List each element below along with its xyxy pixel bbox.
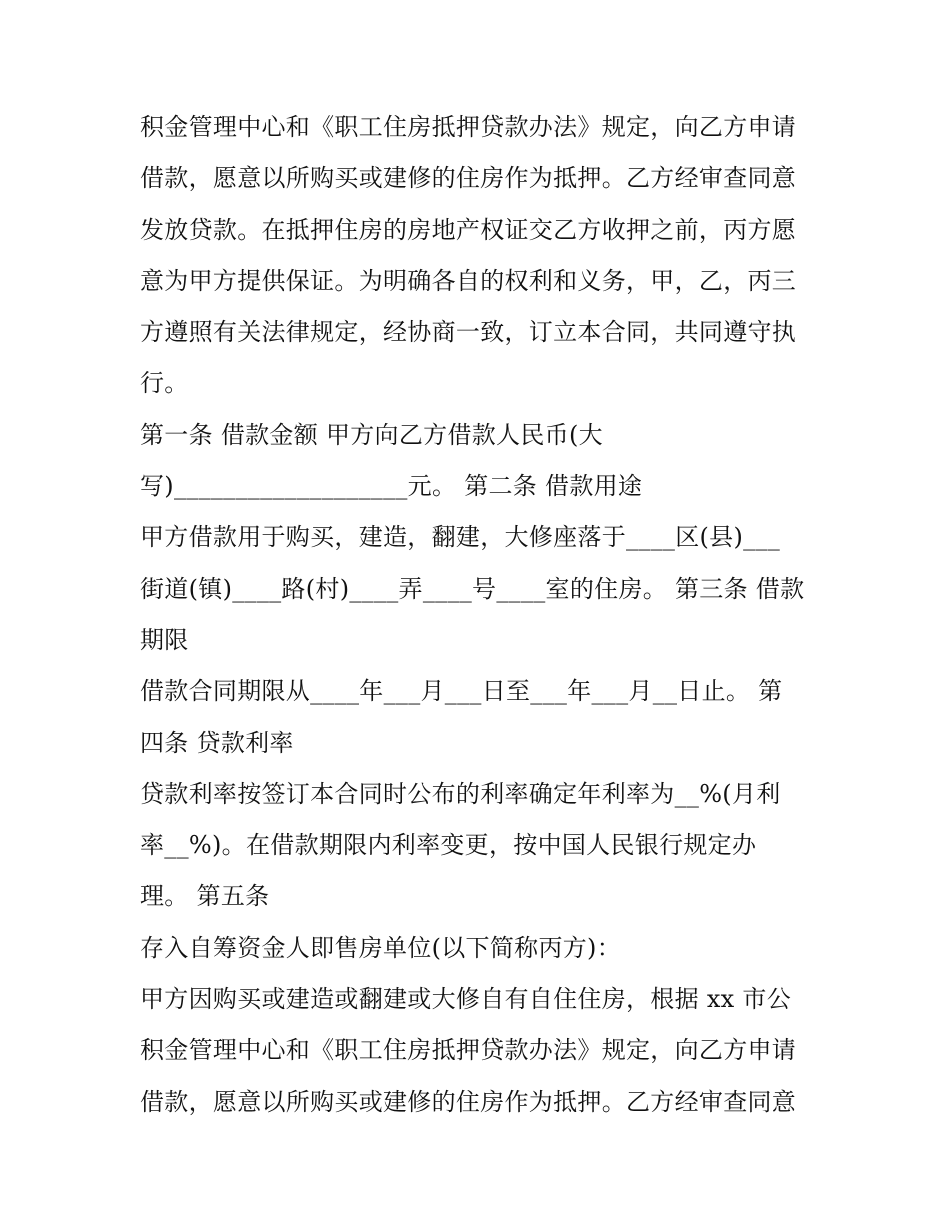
text-line: 街道(镇)____路(村)____弄____号____室的住房。 第三条 借款 [140,574,805,603]
text-line: 期限 [140,625,189,654]
text-line: 甲方借款用于购买，建造，翻建，大修座落于____区(县)___ [140,523,781,552]
text-line: 存入自筹资金人即售房单位(以下简称丙方)： [140,933,622,962]
text-line: 率__%)。在借款期限内利率变更，按中国人民银行规定办 [140,831,757,860]
text-line: 发放贷款。在抵押住房的房地产权证交乙方收押之前，丙方愿 [140,215,797,244]
text-line: 方遵照有关法律规定，经协商一致，订立本合同，共同遵守执 [140,318,797,347]
text-line: 积金管理中心和《职工住房抵押贷款办法》规定，向乙方申请 [140,113,797,141]
article-1-line: 第一条 借款金额 甲方向乙方借款人民币(大 [140,420,603,449]
text-line: 甲方因购买或建造或翻建或大修自有自住住房，根据 xx 市公 [140,985,792,1014]
text-line: 借款，愿意以所购买或建修的住房作为抵押。乙方经审查同意 [140,1087,797,1116]
text-line: 理。 第五条 [140,882,270,911]
text-line: 四条 贷款利率 [140,728,294,757]
text-line: 行。 [140,369,189,398]
text-line: 借款合同期限从____年___月___日至___年___月__日止。 第 [140,677,783,706]
text-line: 意为甲方提供保证。为明确各自的权利和义务，甲，乙，丙三 [140,266,797,295]
text-line: 积金管理中心和《职工住房抵押贷款办法》规定，向乙方申请 [140,1036,797,1065]
text-line: 借款，愿意以所购买或建修的住房作为抵押。乙方经审查同意 [140,164,797,193]
contract-body-text [140,102,830,1128]
text-line: 贷款利率按签订本合同时公布的利率确定年利率为__%(月利 [140,779,781,808]
text-line: 写)___________________元。 第二条 借款用途 [140,472,643,501]
